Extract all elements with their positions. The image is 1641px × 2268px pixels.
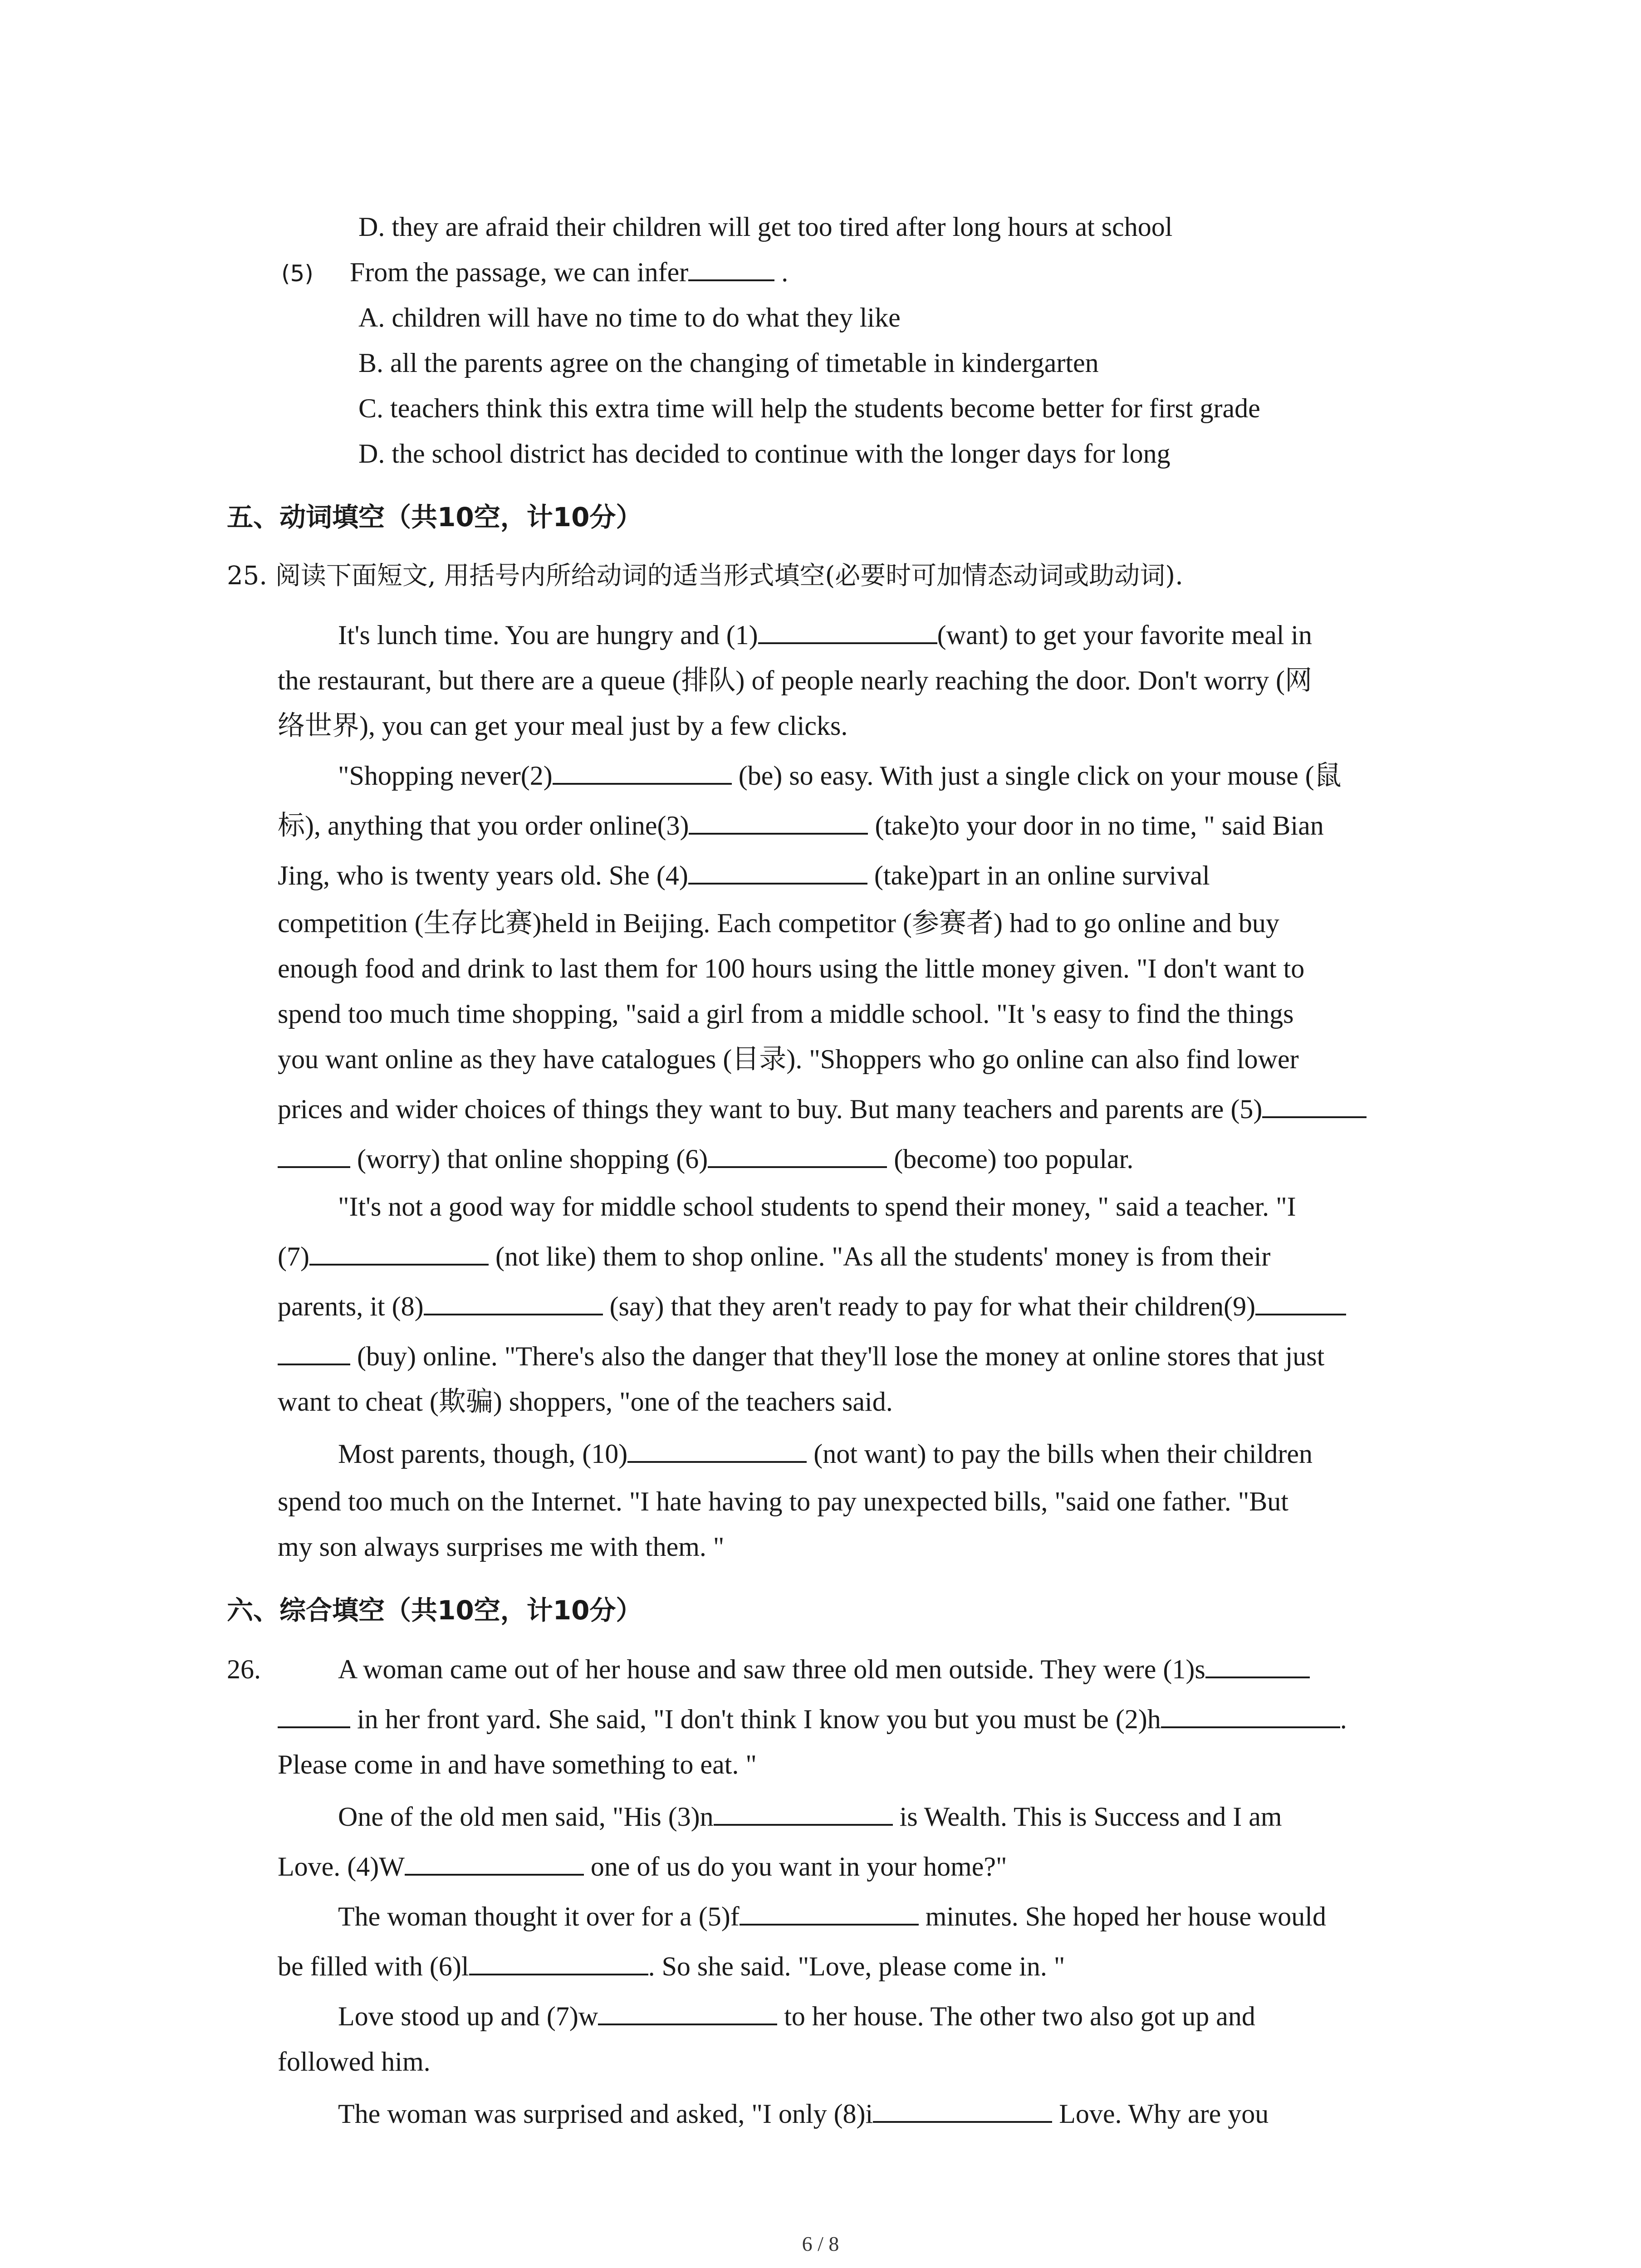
answer-blank[interactable]: [553, 758, 732, 785]
section-heading: 五、动词填空（共10空，计10分）: [227, 502, 642, 533]
passage-line: Jing, who is twenty years old. She (4) (take)part in an online survival: [278, 857, 1210, 894]
option-a: A. children will have no time to do what they like: [358, 303, 901, 332]
answer-blank[interactable]: [1205, 1651, 1310, 1678]
answer-blank-continued[interactable]: [278, 1701, 350, 1728]
option-d: D. the school district has decided to continue with the longer days for long: [358, 439, 1171, 469]
answer-blank[interactable]: [758, 617, 937, 644]
passage-line: (7) (not like) them to shop online. "As all the students' money is from their: [278, 1238, 1270, 1275]
answer-blank[interactable]: [627, 1436, 807, 1463]
passage-line: The woman was surprised and asked, "I only (8)i Love. Why are you: [338, 2096, 1269, 2132]
answer-blank-continued[interactable]: [278, 1141, 350, 1168]
answer-blank[interactable]: [740, 1898, 919, 1926]
passage-line: (worry) that online shopping (6) (become) too popular.: [278, 1141, 1133, 1177]
answer-blank[interactable]: [1262, 1091, 1367, 1118]
answer-blank[interactable]: [469, 1948, 648, 1975]
answer-blank[interactable]: [689, 807, 868, 835]
question-5: [281, 254, 788, 292]
question-number: 26.: [227, 1654, 261, 1684]
passage-line: 络世界), you can get your meal just by a few clicks.: [278, 711, 848, 741]
passage-line: want to cheat (欺骗) shoppers, "one of the teachers said.: [278, 1387, 893, 1417]
passage-line: in her front yard. She said, "I don't think I know you but you must be (2)h .: [278, 1701, 1347, 1737]
passage-line: Love stood up and (7)w to her house. The other two also got up and: [338, 1998, 1255, 2034]
passage-line: One of the old men said, "His (3)n is Wealth. This is Success and I am: [338, 1799, 1282, 1835]
passage-line: Most parents, though, (10) (not want) to pay the bills when their children: [338, 1436, 1313, 1472]
option-d-q4: D. they are afraid their children will get too tired after long hours at school: [358, 212, 1173, 242]
passage-line: Love. (4)W one of us do you want in your home?": [278, 1848, 1007, 1885]
passage-line: 标), anything that you order online(3) (take)to your door in no time, " said Bian: [278, 807, 1324, 844]
passage-line: A woman came out of her house and saw three old men outside. They were (1)s: [338, 1651, 1310, 1687]
answer-blank[interactable]: [309, 1238, 489, 1266]
answer-blank[interactable]: [1255, 1288, 1346, 1315]
passage-line: "It's not a good way for middle school students to spend their money, " said a teacher. "I: [338, 1192, 1296, 1222]
answer-blank[interactable]: [405, 1848, 584, 1876]
passage-line: The woman thought it over for a (5)f minutes. She hoped her house would: [338, 1898, 1326, 1935]
answer-blank[interactable]: [688, 857, 867, 885]
answer-blank[interactable]: [424, 1288, 603, 1315]
answer-blank[interactable]: [714, 1799, 893, 1826]
option-c: C. teachers think this extra time will help the students become better for first grade: [358, 393, 1260, 423]
answer-blank[interactable]: [708, 1141, 887, 1168]
question-number: (5): [281, 260, 314, 287]
passage-line: parents, it (8) (say) that they aren't ready to pay for what their children(9): [278, 1288, 1346, 1325]
passage-line: followed him.: [278, 2047, 431, 2077]
answer-blank[interactable]: [688, 254, 774, 281]
passage-line: spend too much time shopping, "said a girl from a middle school. "It 's easy to find the things: [278, 999, 1294, 1029]
passage-line: enough food and drink to last them for 100 hours using the little money given. "I don't want to: [278, 953, 1305, 983]
passage-line: prices and wider choices of things they want to buy. But many teachers and parents are (5): [278, 1091, 1367, 1127]
option-b: B. all the parents agree on the changing of timetable in kindergarten: [358, 348, 1099, 378]
answer-blank[interactable]: [598, 1998, 777, 2025]
section-heading: 六、综合填空（共10空，计10分）: [227, 1595, 642, 1626]
passage-line: (buy) online. "There's also the danger that they'll lose the money at online stores that just: [278, 1338, 1324, 1374]
passage-line: the restaurant, but there are a queue (排队) of people nearly reaching the door. Don't worry (网: [278, 665, 1312, 695]
passage-line: spend too much on the Internet. "I hate having to pay unexpected bills, "said one father. "But: [278, 1486, 1288, 1516]
passage-line: be filled with (6)l . So she said. "Love, please come in. ": [278, 1948, 1065, 1984]
passage-line: Please come in and have something to eat. ": [278, 1750, 757, 1779]
answer-blank[interactable]: [873, 2096, 1052, 2123]
passage-line: It's lunch time. You are hungry and (1) (want) to get your favorite meal in: [338, 617, 1312, 653]
passage-line: my son always surprises me with them. ": [278, 1532, 725, 1562]
question-stem-tail: .: [774, 257, 789, 287]
answer-blank-continued[interactable]: [278, 1338, 350, 1365]
passage-line: competition (生存比赛)held in Beijing. Each competitor (参赛者) had to go online and buy: [278, 908, 1279, 938]
page-number: 6 / 8: [802, 2232, 839, 2255]
question-stem: From the passage, we can infer: [349, 257, 689, 287]
passage-line: you want online as they have catalogues (目录). "Shoppers who go online can also find lower: [278, 1044, 1299, 1074]
instruction: 25. 阅读下面短文, 用括号内所给动词的适当形式填空(必要时可加情态动词或助动词).: [227, 561, 1183, 591]
answer-blank[interactable]: [1161, 1701, 1340, 1728]
passage-line: "Shopping never(2) (be) so easy. With just a single click on your mouse (鼠: [338, 758, 1342, 794]
